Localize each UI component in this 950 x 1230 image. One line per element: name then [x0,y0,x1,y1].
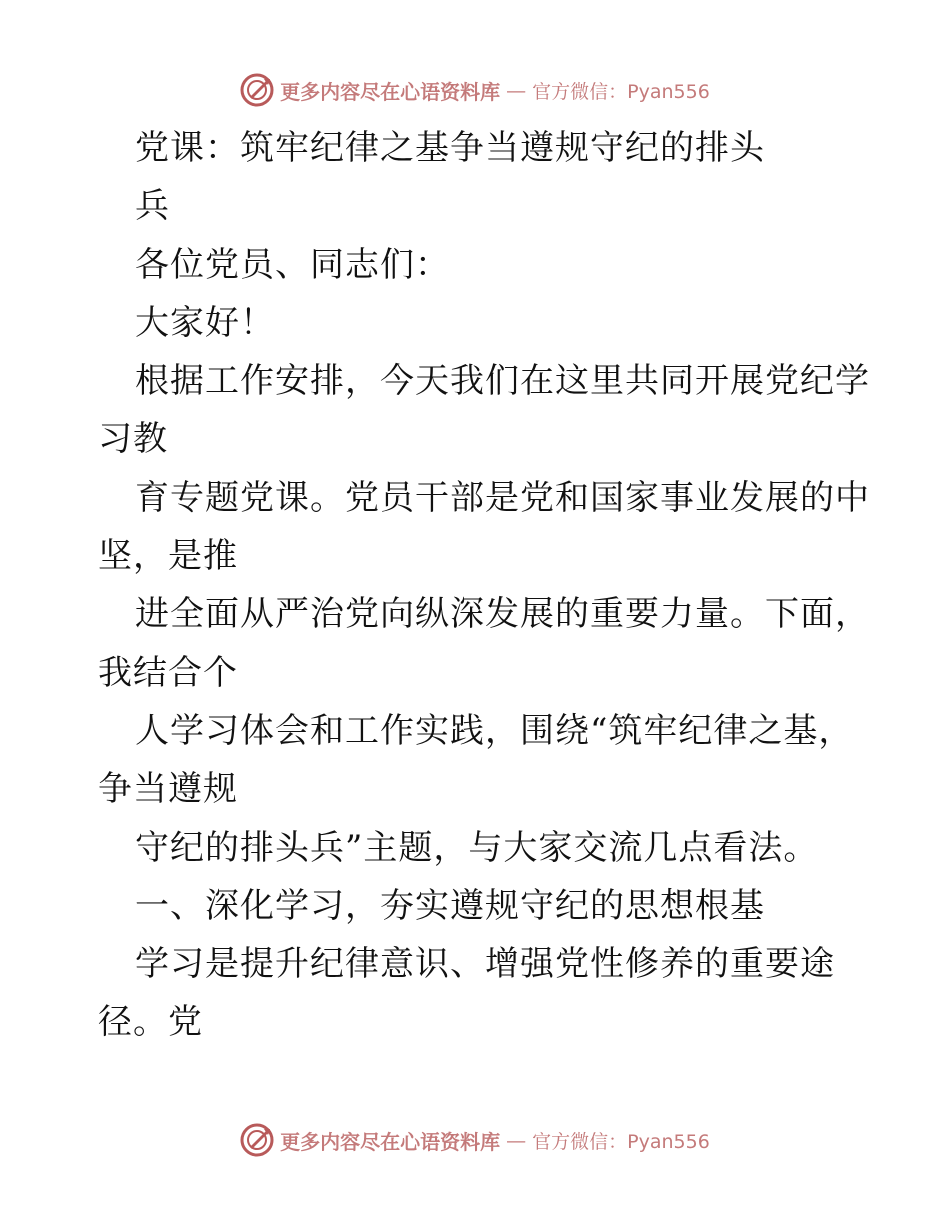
text-line: 人学习体会和工作实践，围绕“筑牢纪律之基， [135,710,854,751]
text-line: 进全面从严治党向纵深发展的重要力量。下面， [135,594,870,635]
text-line: 径。党 [98,1002,203,1043]
banner-title: 更多内容尽在心语资料库 [280,79,501,104]
text-line: 学习是提升纪律意识、增强党性修养的重要途 [135,944,835,985]
banner-separator: — [506,78,527,102]
text-line: 大家好！ [135,302,275,343]
text-line: 习教 [98,419,168,460]
document-body [98,119,878,1052]
header-banner [0,70,950,110]
brand-logo-icon [240,73,274,107]
text-line: 我结合个 [98,652,238,693]
text-line: 守纪的排头兵”主题，与大家交流几点看法。 [135,827,819,868]
text-line: 兵 [135,186,170,227]
text-line: 党课：筑牢纪律之基争当遵规守纪的排头 [135,128,765,168]
banner-separator: — [506,1128,527,1152]
banner-contact: 官方微信：Pyan556 [532,80,710,103]
text-line: 育专题党课。党员干部是党和国家事业发展的中 [135,477,870,518]
text-line: 一、深化学习，夯实遵规守纪的思想根基 [135,885,765,926]
text-line: 争当遵规 [98,769,238,810]
text-line: 坚，是推 [98,536,238,577]
banner-title: 更多内容尽在心语资料库 [280,1129,501,1154]
banner-contact: 官方微信：Pyan556 [532,1130,710,1153]
text-line: 根据工作安排，今天我们在这里共同开展党纪学 [135,361,870,402]
text-line: 各位党员、同志们： [135,244,450,285]
footer-banner [0,1120,950,1160]
brand-logo-icon [240,1123,274,1157]
